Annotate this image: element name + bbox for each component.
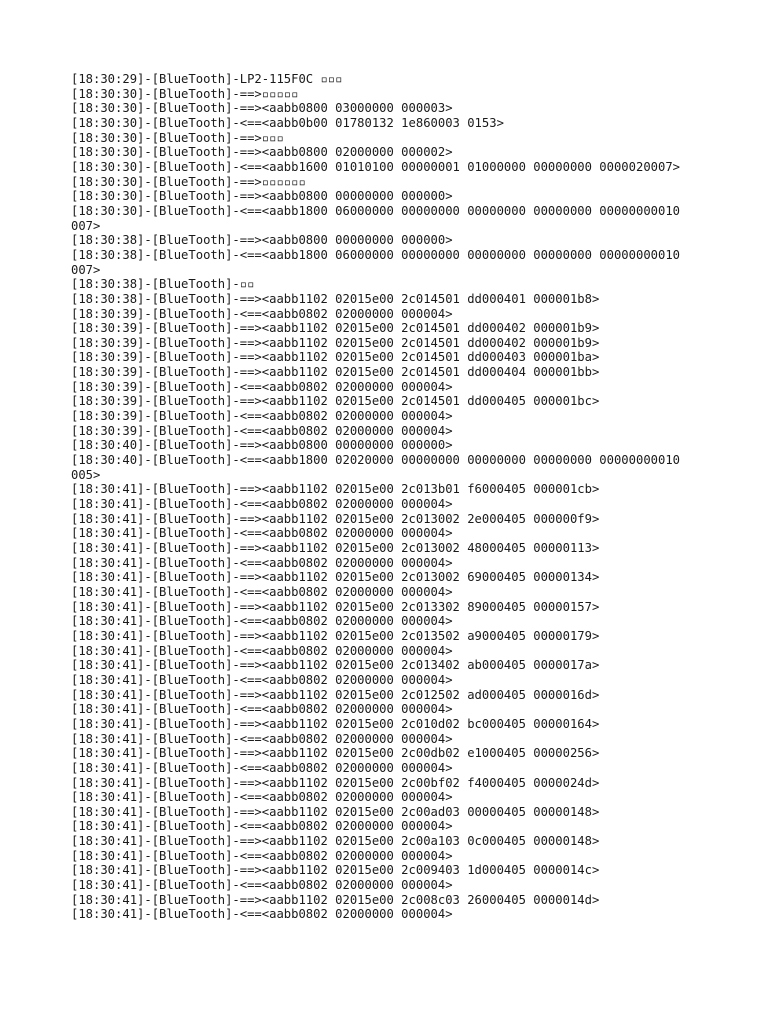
log-line: [18:30:41]-[BlueTooth]-<==<aabb0802 02000000 000004> [71, 848, 453, 863]
log-line: [18:30:41]-[BlueTooth]-==><aabb1102 02015e00 2c013b01 f6000405 000001cb> [71, 482, 600, 497]
log-line: [18:30:41]-[BlueTooth]-==><aabb1102 02015e00 2c00ad03 00000405 00000148> [71, 804, 600, 819]
log-line: [18:30:39]-[BlueTooth]-==><aabb1102 02015e00 2c014501 dd000402 000001b9> [71, 335, 600, 350]
log-line: [18:30:30]-[BlueTooth]-<==<aabb0b00 01780132 1e860003 0153> [71, 115, 504, 130]
log-line: [18:30:39]-[BlueTooth]-<==<aabb0802 02000000 000004> [71, 379, 453, 394]
log-line: [18:30:41]-[BlueTooth]-<==<aabb0802 02000000 000004> [71, 790, 453, 805]
log-line: [18:30:41]-[BlueTooth]-<==<aabb0802 02000000 000004> [71, 731, 453, 746]
log-line: [18:30:30]-[BlueTooth]-<==<aabb1600 01010100 00000001 01000000 00000000 0000020007> [71, 159, 681, 174]
log-line: [18:30:41]-[BlueTooth]-<==<aabb0802 02000000 000004> [71, 555, 453, 570]
log-line: [18:30:38]-[BlueTooth]-==><aabb1102 02015e00 2c014501 dd000401 000001b8> [71, 291, 600, 306]
log-line: [18:30:41]-[BlueTooth]-==><aabb1102 02015e00 2c009403 1d000405 0000014c> [71, 863, 600, 878]
log-line: [18:30:41]-[BlueTooth]-==><aabb1102 02015e00 2c013002 2e000405 000000f9> [71, 511, 600, 526]
log-line: [18:30:40]-[BlueTooth]-==><aabb0800 00000000 000000> [71, 438, 453, 453]
bluetooth-log [71, 72, 681, 922]
log-line: [18:30:39]-[BlueTooth]-==><aabb1102 02015e00 2c014501 dd000404 000001bb> [71, 365, 600, 380]
log-line: [18:30:41]-[BlueTooth]-==><aabb1102 02015e00 2c013402 ab000405 0000017a> [71, 658, 600, 673]
log-line: [18:30:41]-[BlueTooth]-==><aabb1102 02015e00 2c010d02 bc000405 00000164> [71, 716, 600, 731]
log-line: [18:30:39]-[BlueTooth]-==><aabb1102 02015e00 2c014501 dd000403 000001ba> [71, 350, 600, 365]
log-line: [18:30:39]-[BlueTooth]-<==<aabb0802 02000000 000004> [71, 306, 453, 321]
log-line: [18:30:38]-[BlueTooth]-==><aabb0800 00000000 000000> [71, 233, 453, 248]
log-line: [18:30:40]-[BlueTooth]-<==<aabb1800 02020000 00000000 00000000 00000000 00000000010005> [71, 453, 681, 482]
log-line: [18:30:41]-[BlueTooth]-<==<aabb0802 02000000 000004> [71, 614, 453, 629]
log-line: [18:30:41]-[BlueTooth]-==><aabb1102 02015e00 2c00a103 0c000405 00000148> [71, 834, 600, 849]
log-line: [18:30:41]-[BlueTooth]-<==<aabb0802 02000000 000004> [71, 702, 453, 717]
log-line: [18:30:39]-[BlueTooth]-==><aabb1102 02015e00 2c014501 dd000402 000001b9> [71, 321, 600, 336]
log-line: [18:30:41]-[BlueTooth]-<==<aabb0802 02000000 000004> [71, 907, 453, 922]
log-line: [18:30:41]-[BlueTooth]-<==<aabb0802 02000000 000004> [71, 584, 453, 599]
log-line: [18:30:39]-[BlueTooth]-==><aabb1102 02015e00 2c014501 dd000405 000001bc> [71, 394, 600, 409]
log-line: [18:30:41]-[BlueTooth]-==><aabb1102 02015e00 2c013302 89000405 00000157> [71, 599, 600, 614]
log-line: [18:30:41]-[BlueTooth]-==><aabb1102 02015e00 2c00db02 e1000405 00000256> [71, 746, 600, 761]
log-line: [18:30:30]-[BlueTooth]-==>▫▫▫▫▫ [71, 86, 299, 101]
log-line: [18:30:30]-[BlueTooth]-==>▫▫▫ [71, 130, 284, 145]
log-line: [18:30:41]-[BlueTooth]-==><aabb1102 02015e00 2c008c03 26000405 0000014d> [71, 892, 600, 907]
log-line: [18:30:41]-[BlueTooth]-<==<aabb0802 02000000 000004> [71, 760, 453, 775]
log-line: [18:30:41]-[BlueTooth]-<==<aabb0802 02000000 000004> [71, 643, 453, 658]
log-line: [18:30:30]-[BlueTooth]-<==<aabb1800 06000000 00000000 00000000 00000000 00000000010007> [71, 203, 681, 233]
log-line: [18:30:38]-[BlueTooth]-▫▫ [71, 277, 255, 292]
log-line: [18:30:30]-[BlueTooth]-==>▫▫▫▫▫▫ [71, 174, 306, 189]
log-line: [18:30:41]-[BlueTooth]-==><aabb1102 02015e00 2c013002 48000405 00000113> [71, 541, 600, 555]
log-line: [18:30:41]-[BlueTooth]-==><aabb1102 02015e00 2c012502 ad000405 0000016d> [71, 687, 600, 702]
log-line: [18:30:29]-[BlueTooth]-LP2-115F0C ▫▫▫ [71, 72, 343, 86]
log-line: [18:30:38]-[BlueTooth]-<==<aabb1800 06000000 00000000 00000000 00000000 00000000010007> [71, 247, 681, 277]
log-line: [18:30:39]-[BlueTooth]-<==<aabb0802 02000000 000004> [71, 423, 453, 438]
log-line: [18:30:41]-[BlueTooth]-==><aabb1102 02015e00 2c013502 a9000405 00000179> [71, 628, 600, 643]
log-line: [18:30:30]-[BlueTooth]-==><aabb0800 03000000 000003> [71, 101, 453, 116]
log-line: [18:30:41]-[BlueTooth]-<==<aabb0802 02000000 000004> [71, 819, 453, 834]
log-line: [18:30:41]-[BlueTooth]-<==<aabb0802 02000000 000004> [71, 497, 453, 512]
log-line: [18:30:41]-[BlueTooth]-==><aabb1102 02015e00 2c00bf02 f4000405 0000024d> [71, 775, 600, 790]
log-line: [18:30:41]-[BlueTooth]-==><aabb1102 02015e00 2c013002 69000405 00000134> [71, 570, 600, 585]
log-line: [18:30:41]-[BlueTooth]-<==<aabb0802 02000000 000004> [71, 672, 453, 687]
log-line: [18:30:41]-[BlueTooth]-<==<aabb0802 02000000 000004> [71, 526, 453, 541]
log-line: [18:30:30]-[BlueTooth]-==><aabb0800 00000000 000000> [71, 189, 453, 204]
log-line: [18:30:39]-[BlueTooth]-<==<aabb0802 02000000 000004> [71, 409, 453, 424]
log-line: [18:30:30]-[BlueTooth]-==><aabb0800 02000000 000002> [71, 145, 453, 160]
log-line: [18:30:41]-[BlueTooth]-<==<aabb0802 02000000 000004> [71, 878, 453, 893]
